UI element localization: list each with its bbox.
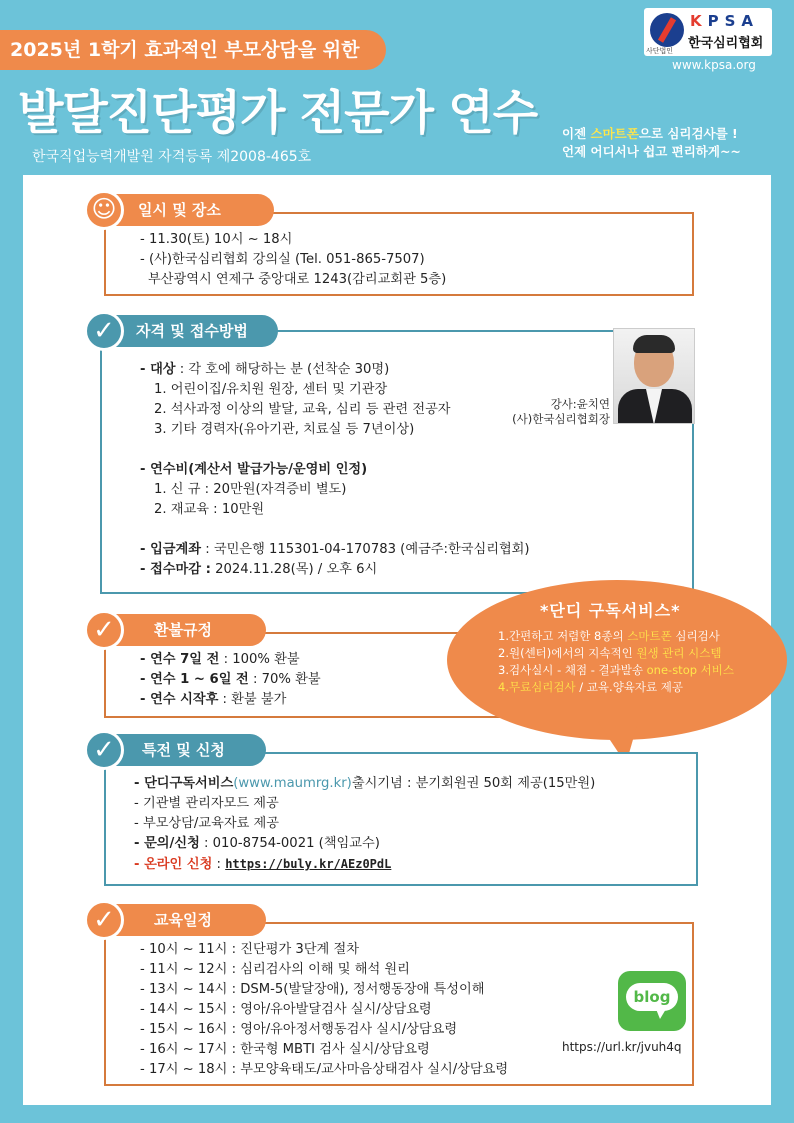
logo-acronym: KPSA bbox=[690, 12, 760, 30]
schedule-section-title: 교육일정 bbox=[106, 904, 266, 936]
page-title: 발달진단평가 전문가 연수 bbox=[18, 86, 538, 141]
schedule-row: - 10시 ~ 11시 : 진단평가 3단계 절차 bbox=[140, 942, 359, 957]
schedule-row: - 11시 ~ 12시 : 심리검사의 이해 및 해석 원리 bbox=[140, 962, 410, 977]
logo-tagline: 사단법인 bbox=[646, 47, 674, 55]
website-link[interactable]: www.kpsa.org bbox=[672, 58, 756, 72]
schedule-content bbox=[140, 940, 508, 1080]
promo-text: 이젠 스마트폰으로 심리검사를 ! 언제 어디서나 쉽고 편리하게~~ bbox=[562, 126, 741, 159]
blog-link[interactable]: https://url.kr/jvuh4q bbox=[562, 1040, 682, 1054]
schedule-row: - 13시 ~ 14시 : DSM-5(발달장애), 정서행동장애 특성이해 bbox=[140, 982, 485, 997]
bubble-content: 1.간편하고 저렴한 8종의 스마트폰 심리검사 2.원(센터)에서의 지속적인 원생 관리 시스템 3.검사실시 - 채점 - 결과발송 one-stop 서비스 4.무료심리검사 / 교육.양육자료 제공 bbox=[498, 629, 735, 694]
speaker-caption: 강사:윤치연 (사)한국심리협회장 bbox=[512, 397, 610, 426]
checkmark-icon: ✓ bbox=[84, 900, 124, 940]
logo-emblem-icon bbox=[650, 13, 684, 47]
registration-number: 한국직업능력개발원 자격등록 제2008-465호 bbox=[32, 149, 312, 165]
maumrg-link[interactable]: (www.maumrg.kr) bbox=[233, 776, 352, 791]
datetime-content: - 11.30(토) 10시 ~ 18시 - (사)한국심리협회 강의실 (Tel. 051-865-7507) 부산광역시 연제구 중앙대로 1243(감리교회관 5층) bbox=[140, 232, 447, 287]
qualification-section-title: 자격 및 접수방법 bbox=[106, 315, 278, 347]
smile-icon: ☺ bbox=[84, 190, 124, 230]
checkmark-icon: ✓ bbox=[84, 730, 124, 770]
speaker-photo bbox=[613, 328, 695, 424]
online-apply-link[interactable]: https://buly.kr/AEz0PdL bbox=[225, 857, 392, 871]
kpsa-logo[interactable] bbox=[644, 8, 772, 56]
schedule-row: - 14시 ~ 15시 : 영아/유아발달검사 실시/상담요령 bbox=[140, 1002, 432, 1017]
banner-subtitle: 2025년 1학기 효과적인 부모상담을 위한 bbox=[0, 30, 386, 70]
schedule-row: - 17시 ~ 18시 : 부모양육태도/교사마음상태검사 실시/상담요령 bbox=[140, 1062, 509, 1077]
refund-content: - 연수 7일 전 : 100% 환불 - 연수 1 ~ 6일 전 : 70% 환불 - 연수 시작후 : 환불 불가 bbox=[140, 652, 321, 707]
checkmark-icon: ✓ bbox=[84, 311, 124, 351]
logo-name: 한국심리협회 bbox=[688, 36, 764, 51]
bubble-title: *단디 구독서비스* bbox=[540, 601, 681, 620]
qualification-content: - 대상 : 각 호에 해당하는 분 (선착순 30명) 1. 어린이집/유치원 원장, 센터 및 기관장 2. 석사과정 이상의 발달, 교육, 심리 등 관련 전공자 3. 기타 경력자(유아기관, 치료실 등 7년이상) - 연수비(계산서 발급가능/운영비 인정) 1. 신 규 : 20만원(자격증비 별도) 2. 재교육 : 10만원 - 입금계좌 : 국민은행 115301-04-170783 (예금주:한국심리협회) - 접수마감 : 2024.11.28(목) / 오후 6시 bbox=[140, 362, 530, 577]
schedule-row: - 16시 ~ 17시 : 한국형 MBTI 검사 실시/상담요령 bbox=[140, 1042, 430, 1057]
refund-section-title: 환불규정 bbox=[106, 614, 266, 646]
benefits-content: - 단디구독서비스(www.maumrg.kr)출시기념 : 분기회원권 50회 제공(15만원) - 기관별 관리자모드 제공 - 부모상담/교육자료 제공 - 문의/신청 : 010-8754-0021 (책임교수) - 온라인 신청 : https://buly.kr/AEz0PdL bbox=[134, 776, 596, 872]
benefits-section-title: 특전 및 신청 bbox=[106, 734, 266, 766]
blog-icon[interactable]: blog bbox=[618, 971, 686, 1031]
checkmark-icon: ✓ bbox=[84, 610, 124, 650]
schedule-row: - 15시 ~ 16시 : 영아/유아정서행동검사 실시/상담요령 bbox=[140, 1022, 458, 1037]
datetime-section-title: 일시 및 장소 bbox=[106, 194, 274, 226]
